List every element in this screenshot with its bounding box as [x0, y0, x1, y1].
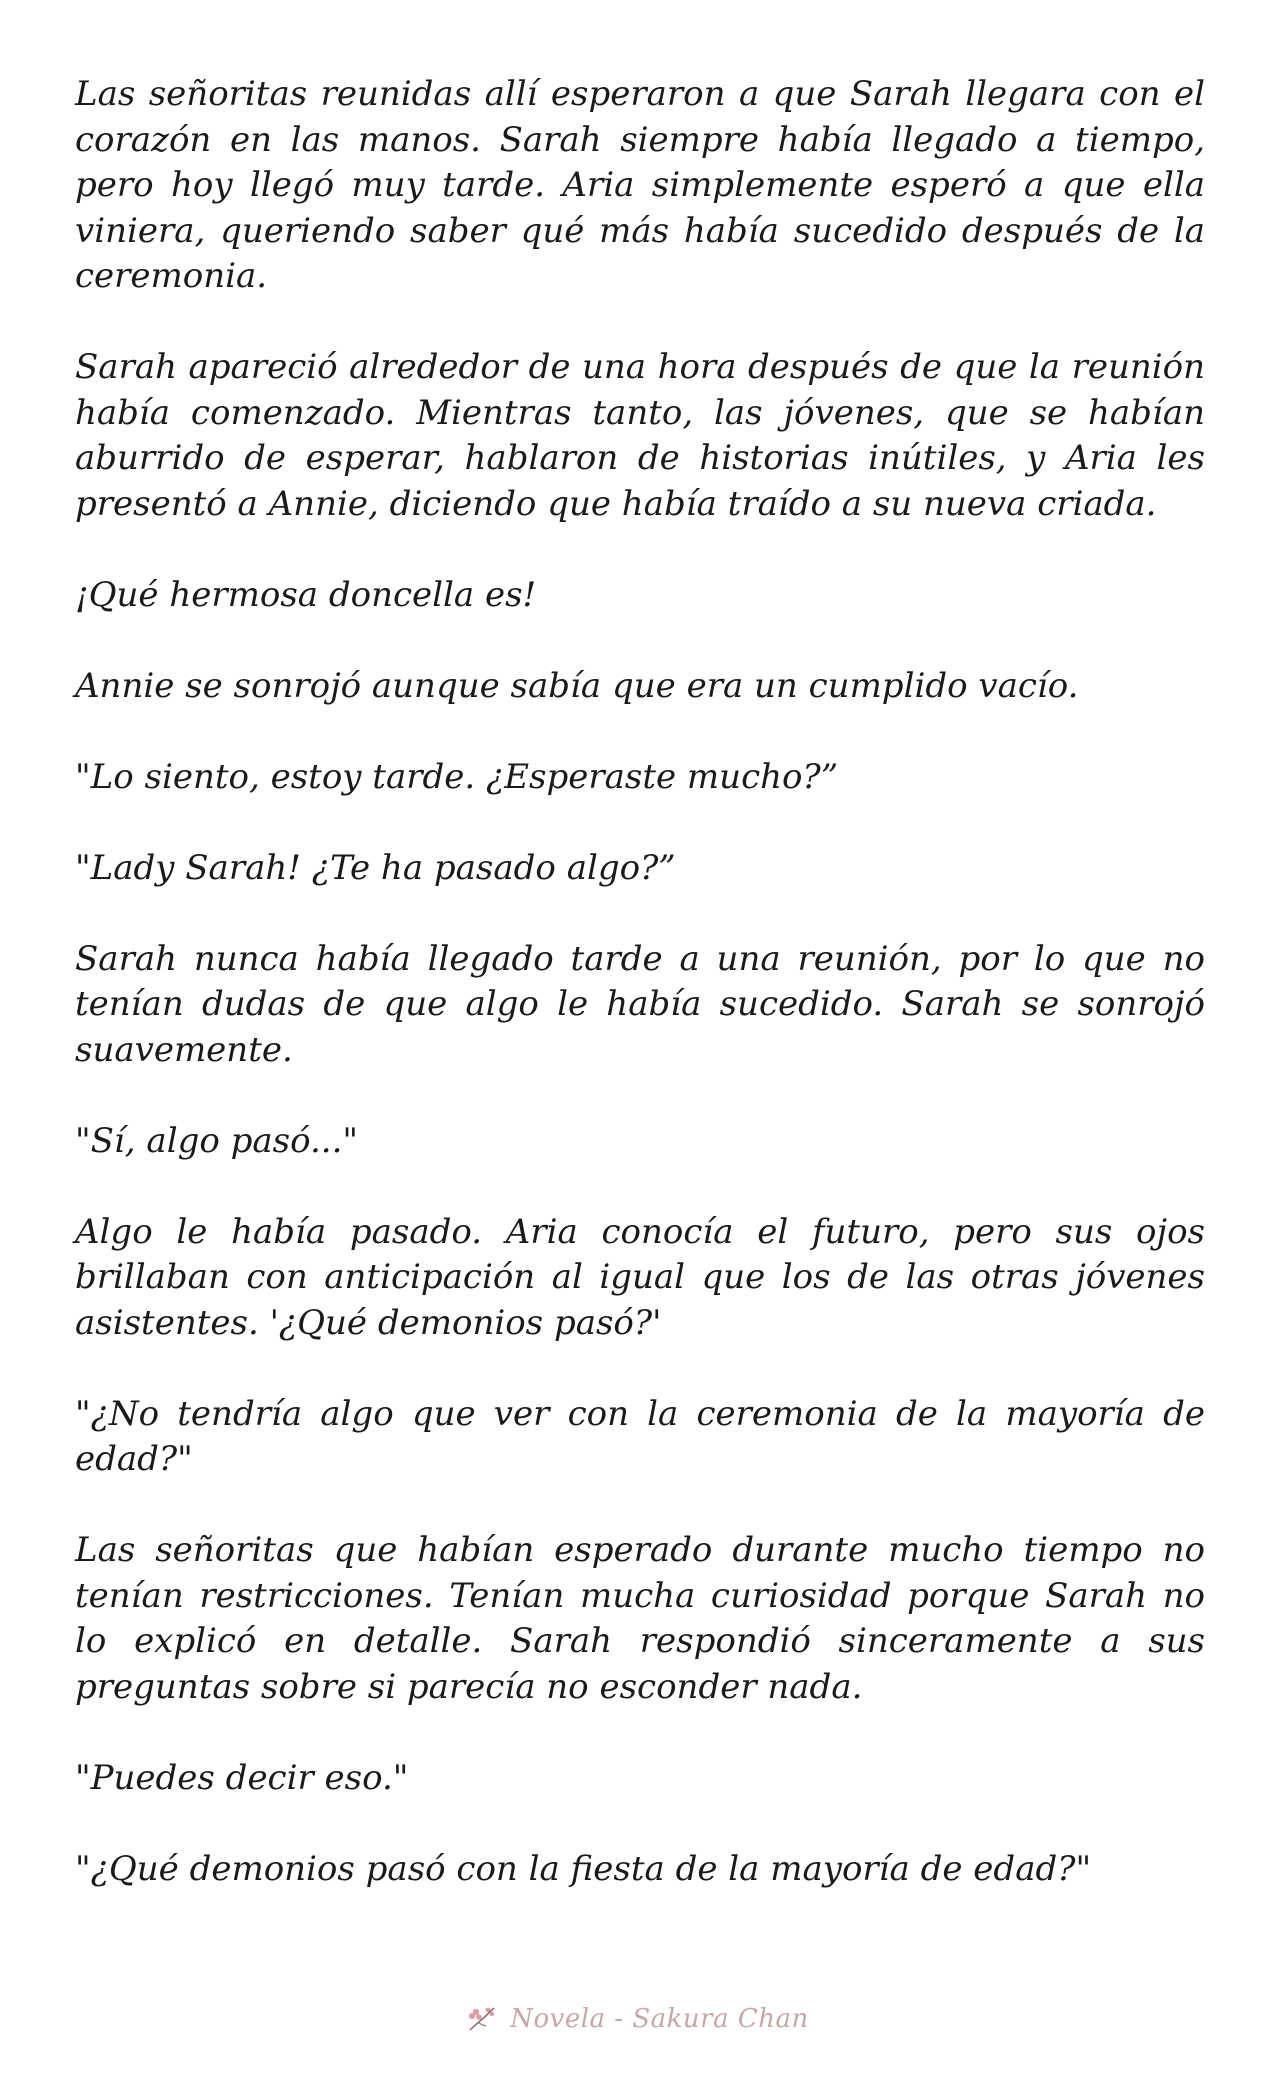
paragraph-13: "¿Qué demonios pasó con la fiesta de la mayoría de edad?" [75, 1848, 1092, 1889]
cherry-blossom-icon [466, 2004, 500, 2034]
paragraph-4: Annie se sonrojó aunque sabía que era un cumplido vacío. [75, 665, 1079, 706]
paragraph-3: ¡Qué hermosa doncella es! [75, 574, 537, 615]
watermark-box [466, 2004, 809, 2034]
paragraph-12: "Puedes decir eso." [75, 1757, 409, 1798]
paragraph-11: Las señoritas que habían esperado durante mucho tiempo no tenían restricciones. Tenían mucha curiosidad porque Sarah no lo explicó en detalle. Sarah respondió sinceramente a sus preguntas sobre si parecía no esconder nada. [75, 1530, 1205, 1707]
document-body [75, 72, 1205, 1892]
paragraph-1: Las señoritas reunidas allí esperaron a que Sarah llegara con el corazón en las manos. Sarah siempre había llegado a tiempo, pero hoy llegó muy tarde. Aria simplemente esperó a que ella viniera, queriendo saber qué más había sucedido después de la ceremonia. [75, 74, 1205, 296]
paragraph-8: "Sí, algo pasó..." [75, 1120, 359, 1161]
paragraph-9: Algo le había pasado. Aria conocía el futuro, pero sus ojos brillaban con anticipación al igual que los de las otras jóvenes asistentes. '¿Qué demonios pasó?' [75, 1211, 1205, 1343]
paragraph-5: "Lo siento, estoy tarde. ¿Esperaste mucho?” [75, 756, 839, 797]
watermark-text: Novela - Sakura Chan [510, 2004, 809, 2034]
paragraph-6: "Lady Sarah! ¿Te ha pasado algo?” [75, 847, 676, 888]
paragraph-10: "¿No tendría algo que ver con la ceremonia de la mayoría de edad?" [75, 1393, 1205, 1479]
watermark [0, 1997, 1275, 2041]
paragraph-7: Sarah nunca había llegado tarde a una reunión, por lo que no tenían dudas de que algo le había sucedido. Sarah se sonrojó suavemente. [75, 938, 1205, 1070]
paragraph-2: Sarah apareció alrededor de una hora después de que la reunión había comenzado. Mientras tanto, las jóvenes, que se habían aburrido de esperar, hablaron de historias inútiles, y Aria les presentó a Annie, diciendo que había traído a su nueva criada. [75, 347, 1205, 524]
